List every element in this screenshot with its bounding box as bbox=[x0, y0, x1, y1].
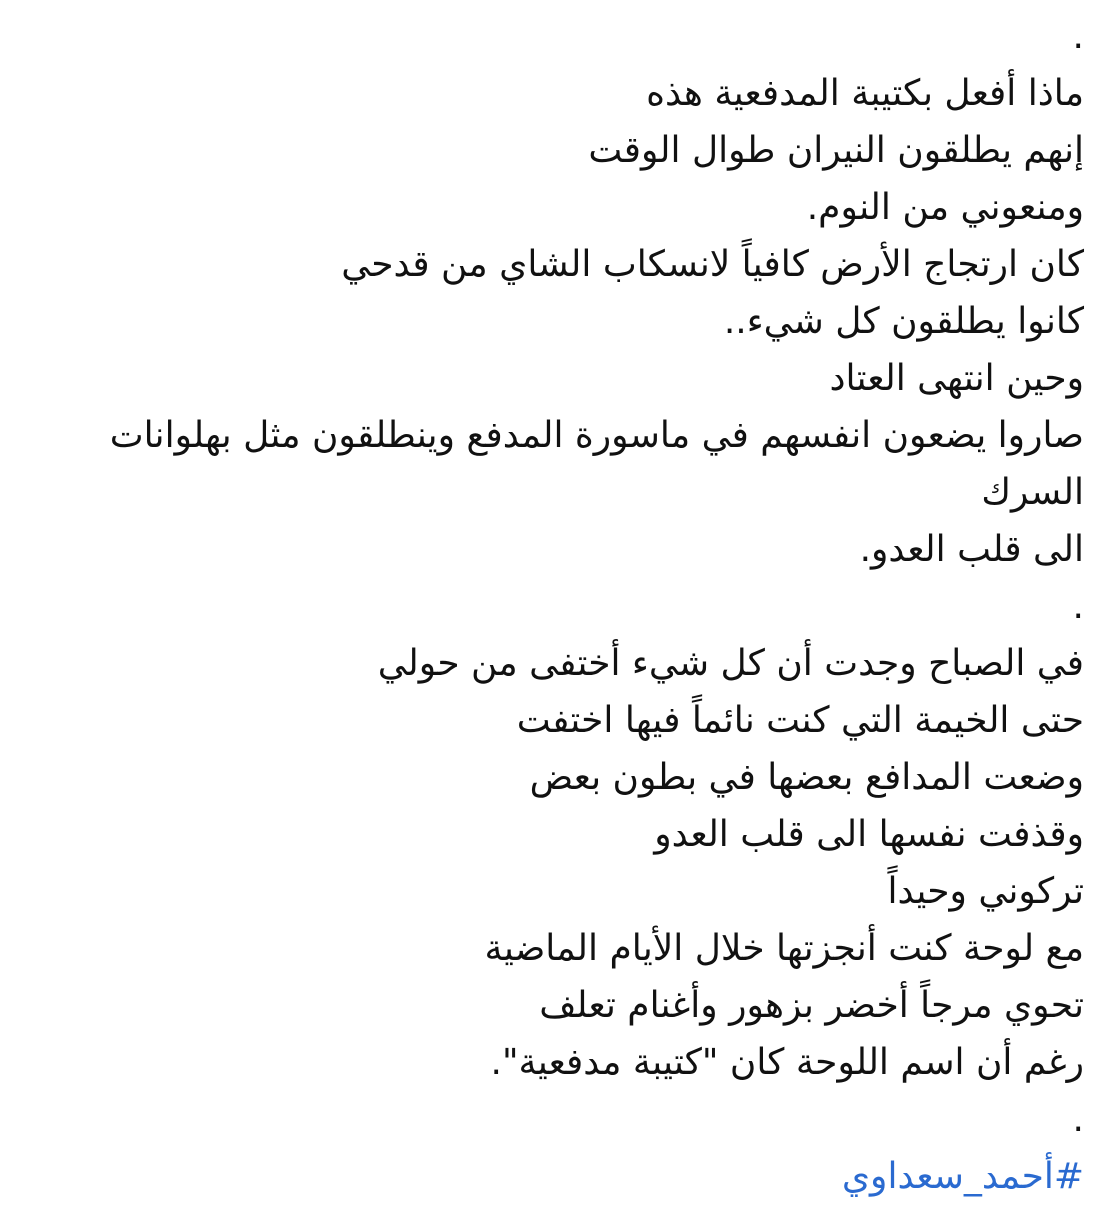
post-line: في الصباح وجدت أن كل شيء أختفى من حولي bbox=[377, 643, 1084, 684]
post-line: مع لوحة كنت أنجزتها خلال الأيام الماضية bbox=[484, 928, 1084, 969]
post-line: رغم أن اسم اللوحة كان "كتيبة مدفعية". bbox=[490, 1042, 1084, 1083]
post-line: ومنعوني من النوم. bbox=[806, 187, 1084, 228]
post-line: كانوا يطلقون كل شيء.. bbox=[723, 301, 1084, 342]
post-line: السرك bbox=[981, 472, 1084, 513]
post-line: ماذا أفعل بكتيبة المدفعية هذه bbox=[646, 73, 1084, 114]
post-line: . bbox=[1072, 1099, 1084, 1140]
post-line: وضعت المدافع بعضها في بطون بعض bbox=[529, 757, 1084, 798]
post-line: كان ارتجاج الأرض كافياً لانسكاب الشاي من قدحي bbox=[341, 244, 1084, 285]
post-line: . bbox=[1072, 16, 1084, 57]
post-line: وقذفت نفسها الى قلب العدو bbox=[654, 814, 1084, 855]
post-line: حتى الخيمة التي كنت نائماً فيها اختفت bbox=[516, 700, 1084, 741]
post-line: تركوني وحيداً bbox=[887, 871, 1084, 912]
post-line: وحين انتهى العتاد bbox=[829, 358, 1084, 399]
post-line: صاروا يضعون انفسهم في ماسورة المدفع وينطلقون مثل بهلوانات bbox=[109, 415, 1084, 456]
post-line: . bbox=[1072, 586, 1084, 627]
post-line: إنهم يطلقون النيران طوال الوقت bbox=[588, 130, 1084, 171]
hashtag-link[interactable]: #أحمد_سعداوي bbox=[841, 1156, 1084, 1197]
post-line: الى قلب العدو. bbox=[859, 529, 1084, 570]
post-line: تحوي مرجاً أخضر بزهور وأغنام تعلف bbox=[539, 985, 1084, 1026]
post-body bbox=[24, 8, 1084, 1205]
